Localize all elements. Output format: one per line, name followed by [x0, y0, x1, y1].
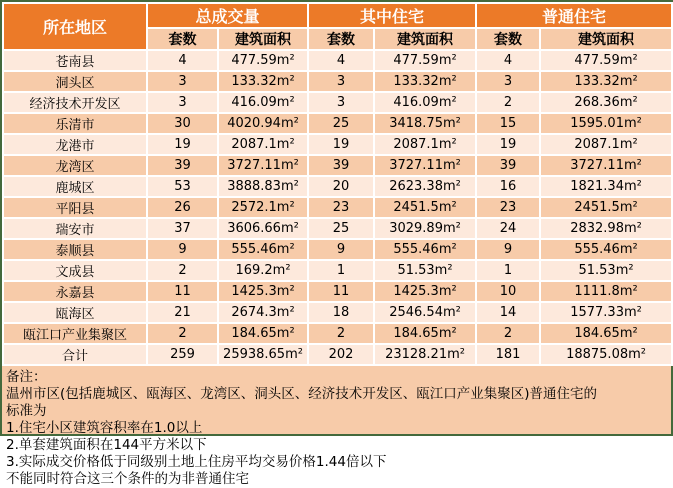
table-row [3, 50, 672, 71]
units-cell: 16 [476, 176, 540, 197]
units-cell: 18 [308, 302, 374, 323]
table-row [3, 113, 672, 134]
area-cell: 2451.5m² [374, 197, 476, 218]
note-line: 备注： [6, 369, 47, 385]
area-cell: 1821.34m² [540, 176, 672, 197]
area-cell: 3727.11m² [540, 155, 672, 176]
area-cell: 2087.1m² [218, 134, 308, 155]
note-line: 不能同时符合这三个条件的为非普通住宅 [6, 471, 249, 487]
units-cell: 9 [147, 239, 218, 260]
area-cell: 23128.21m² [374, 344, 476, 365]
area-cell: 1425.3m² [218, 281, 308, 302]
sub-header-area: 建筑面积 [218, 28, 308, 50]
area-cell: 169.2m² [218, 260, 308, 281]
units-cell: 26 [147, 197, 218, 218]
units-cell: 23 [308, 197, 374, 218]
table-row [3, 260, 672, 281]
units-cell: 2 [308, 323, 374, 344]
table-row [3, 239, 672, 260]
area-cell: 51.53m² [540, 260, 672, 281]
table-body [3, 50, 672, 365]
units-cell: 259 [147, 344, 218, 365]
area-cell: 477.59m² [374, 50, 476, 71]
table-row [3, 92, 672, 113]
units-cell: 39 [476, 155, 540, 176]
area-cell: 1111.8m² [540, 281, 672, 302]
sub-header-units: 套数 [476, 28, 540, 50]
units-cell: 11 [308, 281, 374, 302]
area-cell: 555.46m² [218, 239, 308, 260]
region-cell: 瓯江口产业集聚区 [3, 323, 147, 344]
area-cell: 2451.5m² [540, 197, 672, 218]
area-cell: 416.09m² [374, 92, 476, 113]
area-cell: 3727.11m² [218, 155, 308, 176]
region-cell: 乐清市 [3, 113, 147, 134]
area-cell: 1425.3m² [374, 281, 476, 302]
area-cell: 2623.38m² [374, 176, 476, 197]
units-cell: 24 [476, 218, 540, 239]
table-row [3, 155, 672, 176]
region-cell: 龙港市 [3, 134, 147, 155]
table-row [3, 302, 672, 323]
table-row [3, 218, 672, 239]
sub-header-area: 建筑面积 [540, 28, 672, 50]
units-cell: 2 [476, 323, 540, 344]
units-cell: 15 [476, 113, 540, 134]
area-cell: 3606.66m² [218, 218, 308, 239]
area-cell: 416.09m² [218, 92, 308, 113]
units-cell: 3 [147, 92, 218, 113]
units-cell: 9 [308, 239, 374, 260]
units-cell: 39 [147, 155, 218, 176]
units-cell: 202 [308, 344, 374, 365]
area-cell: 4020.94m² [218, 113, 308, 134]
note-line: 3.实际成交价格低于同级别土地上住房平均交易价格1.44倍以下 [6, 454, 387, 470]
area-cell: 2546.54m² [374, 302, 476, 323]
units-cell: 2 [476, 92, 540, 113]
area-cell: 133.32m² [218, 71, 308, 92]
units-cell: 2 [147, 323, 218, 344]
table-row [3, 323, 672, 344]
units-cell: 9 [476, 239, 540, 260]
units-cell: 2 [147, 260, 218, 281]
area-cell: 2674.3m² [218, 302, 308, 323]
units-cell: 3 [308, 92, 374, 113]
area-cell: 25938.65m² [218, 344, 308, 365]
note-line: 标准为 [6, 403, 47, 419]
area-cell: 18875.08m² [540, 344, 672, 365]
area-cell: 477.59m² [218, 50, 308, 71]
units-cell: 181 [476, 344, 540, 365]
area-cell: 3029.89m² [374, 218, 476, 239]
region-cell: 苍南县 [3, 50, 147, 71]
group-header-ordinary-residential: 普通住宅 [476, 3, 672, 28]
region-cell: 洞头区 [3, 71, 147, 92]
units-cell: 4 [147, 50, 218, 71]
units-cell: 19 [476, 134, 540, 155]
units-cell: 3 [147, 71, 218, 92]
units-cell: 53 [147, 176, 218, 197]
region-cell: 永嘉县 [3, 281, 147, 302]
table-row [3, 176, 672, 197]
area-cell: 3888.83m² [218, 176, 308, 197]
table-row [3, 197, 672, 218]
region-cell: 瑞安市 [3, 218, 147, 239]
units-cell: 1 [308, 260, 374, 281]
area-cell: 3727.11m² [374, 155, 476, 176]
units-cell: 25 [308, 113, 374, 134]
area-cell: 2087.1m² [374, 134, 476, 155]
units-cell: 21 [147, 302, 218, 323]
units-cell: 25 [308, 218, 374, 239]
area-cell: 3418.75m² [374, 113, 476, 134]
units-cell: 37 [147, 218, 218, 239]
units-cell: 3 [308, 71, 374, 92]
transactions-table [2, 2, 673, 366]
region-column-header: 所在地区 [3, 3, 147, 50]
area-cell: 1595.01m² [540, 113, 672, 134]
area-cell: 51.53m² [374, 260, 476, 281]
area-cell: 133.32m² [374, 71, 476, 92]
units-cell: 19 [308, 134, 374, 155]
region-cell: 龙湾区 [3, 155, 147, 176]
units-cell: 1 [476, 260, 540, 281]
notes [2, 366, 671, 488]
region-cell: 经济技术开发区 [3, 92, 147, 113]
group-header-total-volume: 总成交量 [147, 3, 308, 28]
area-cell: 184.65m² [374, 323, 476, 344]
region-cell: 平阳县 [3, 197, 147, 218]
units-cell: 4 [476, 50, 540, 71]
region-cell: 合计 [3, 344, 147, 365]
region-cell: 鹿城区 [3, 176, 147, 197]
header-group-row [3, 3, 672, 28]
area-cell: 133.32m² [540, 71, 672, 92]
note-line: 温州市区(包括鹿城区、瓯海区、龙湾区、洞头区、经济技术开发区、瓯江口产业集聚区)普通住宅的 [6, 386, 598, 402]
table-row [3, 281, 672, 302]
units-cell: 11 [147, 281, 218, 302]
units-cell: 19 [147, 134, 218, 155]
area-cell: 477.59m² [540, 50, 672, 71]
sub-header-area: 建筑面积 [374, 28, 476, 50]
units-cell: 39 [308, 155, 374, 176]
units-cell: 23 [476, 197, 540, 218]
total-row [3, 344, 672, 365]
region-cell: 瓯海区 [3, 302, 147, 323]
units-cell: 20 [308, 176, 374, 197]
table-row [3, 134, 672, 155]
region-cell: 文成县 [3, 260, 147, 281]
area-cell: 2572.1m² [218, 197, 308, 218]
area-cell: 555.46m² [374, 239, 476, 260]
area-cell: 268.36m² [540, 92, 672, 113]
units-cell: 10 [476, 281, 540, 302]
sub-header-units: 套数 [308, 28, 374, 50]
area-cell: 555.46m² [540, 239, 672, 260]
units-cell: 4 [308, 50, 374, 71]
note-line: 1.住宅小区建筑容积率在1.0以上 [6, 420, 203, 436]
sub-header-units: 套数 [147, 28, 218, 50]
area-cell: 2832.98m² [540, 218, 672, 239]
table-row [3, 71, 672, 92]
group-header-residential: 其中住宅 [308, 3, 476, 28]
units-cell: 3 [476, 71, 540, 92]
area-cell: 2087.1m² [540, 134, 672, 155]
region-cell: 泰顺县 [3, 239, 147, 260]
area-cell: 184.65m² [218, 323, 308, 344]
area-cell: 1577.33m² [540, 302, 672, 323]
note-line: 2.单套建筑面积在144平方米以下 [6, 437, 207, 453]
units-cell: 30 [147, 113, 218, 134]
area-cell: 184.65m² [540, 323, 672, 344]
units-cell: 14 [476, 302, 540, 323]
